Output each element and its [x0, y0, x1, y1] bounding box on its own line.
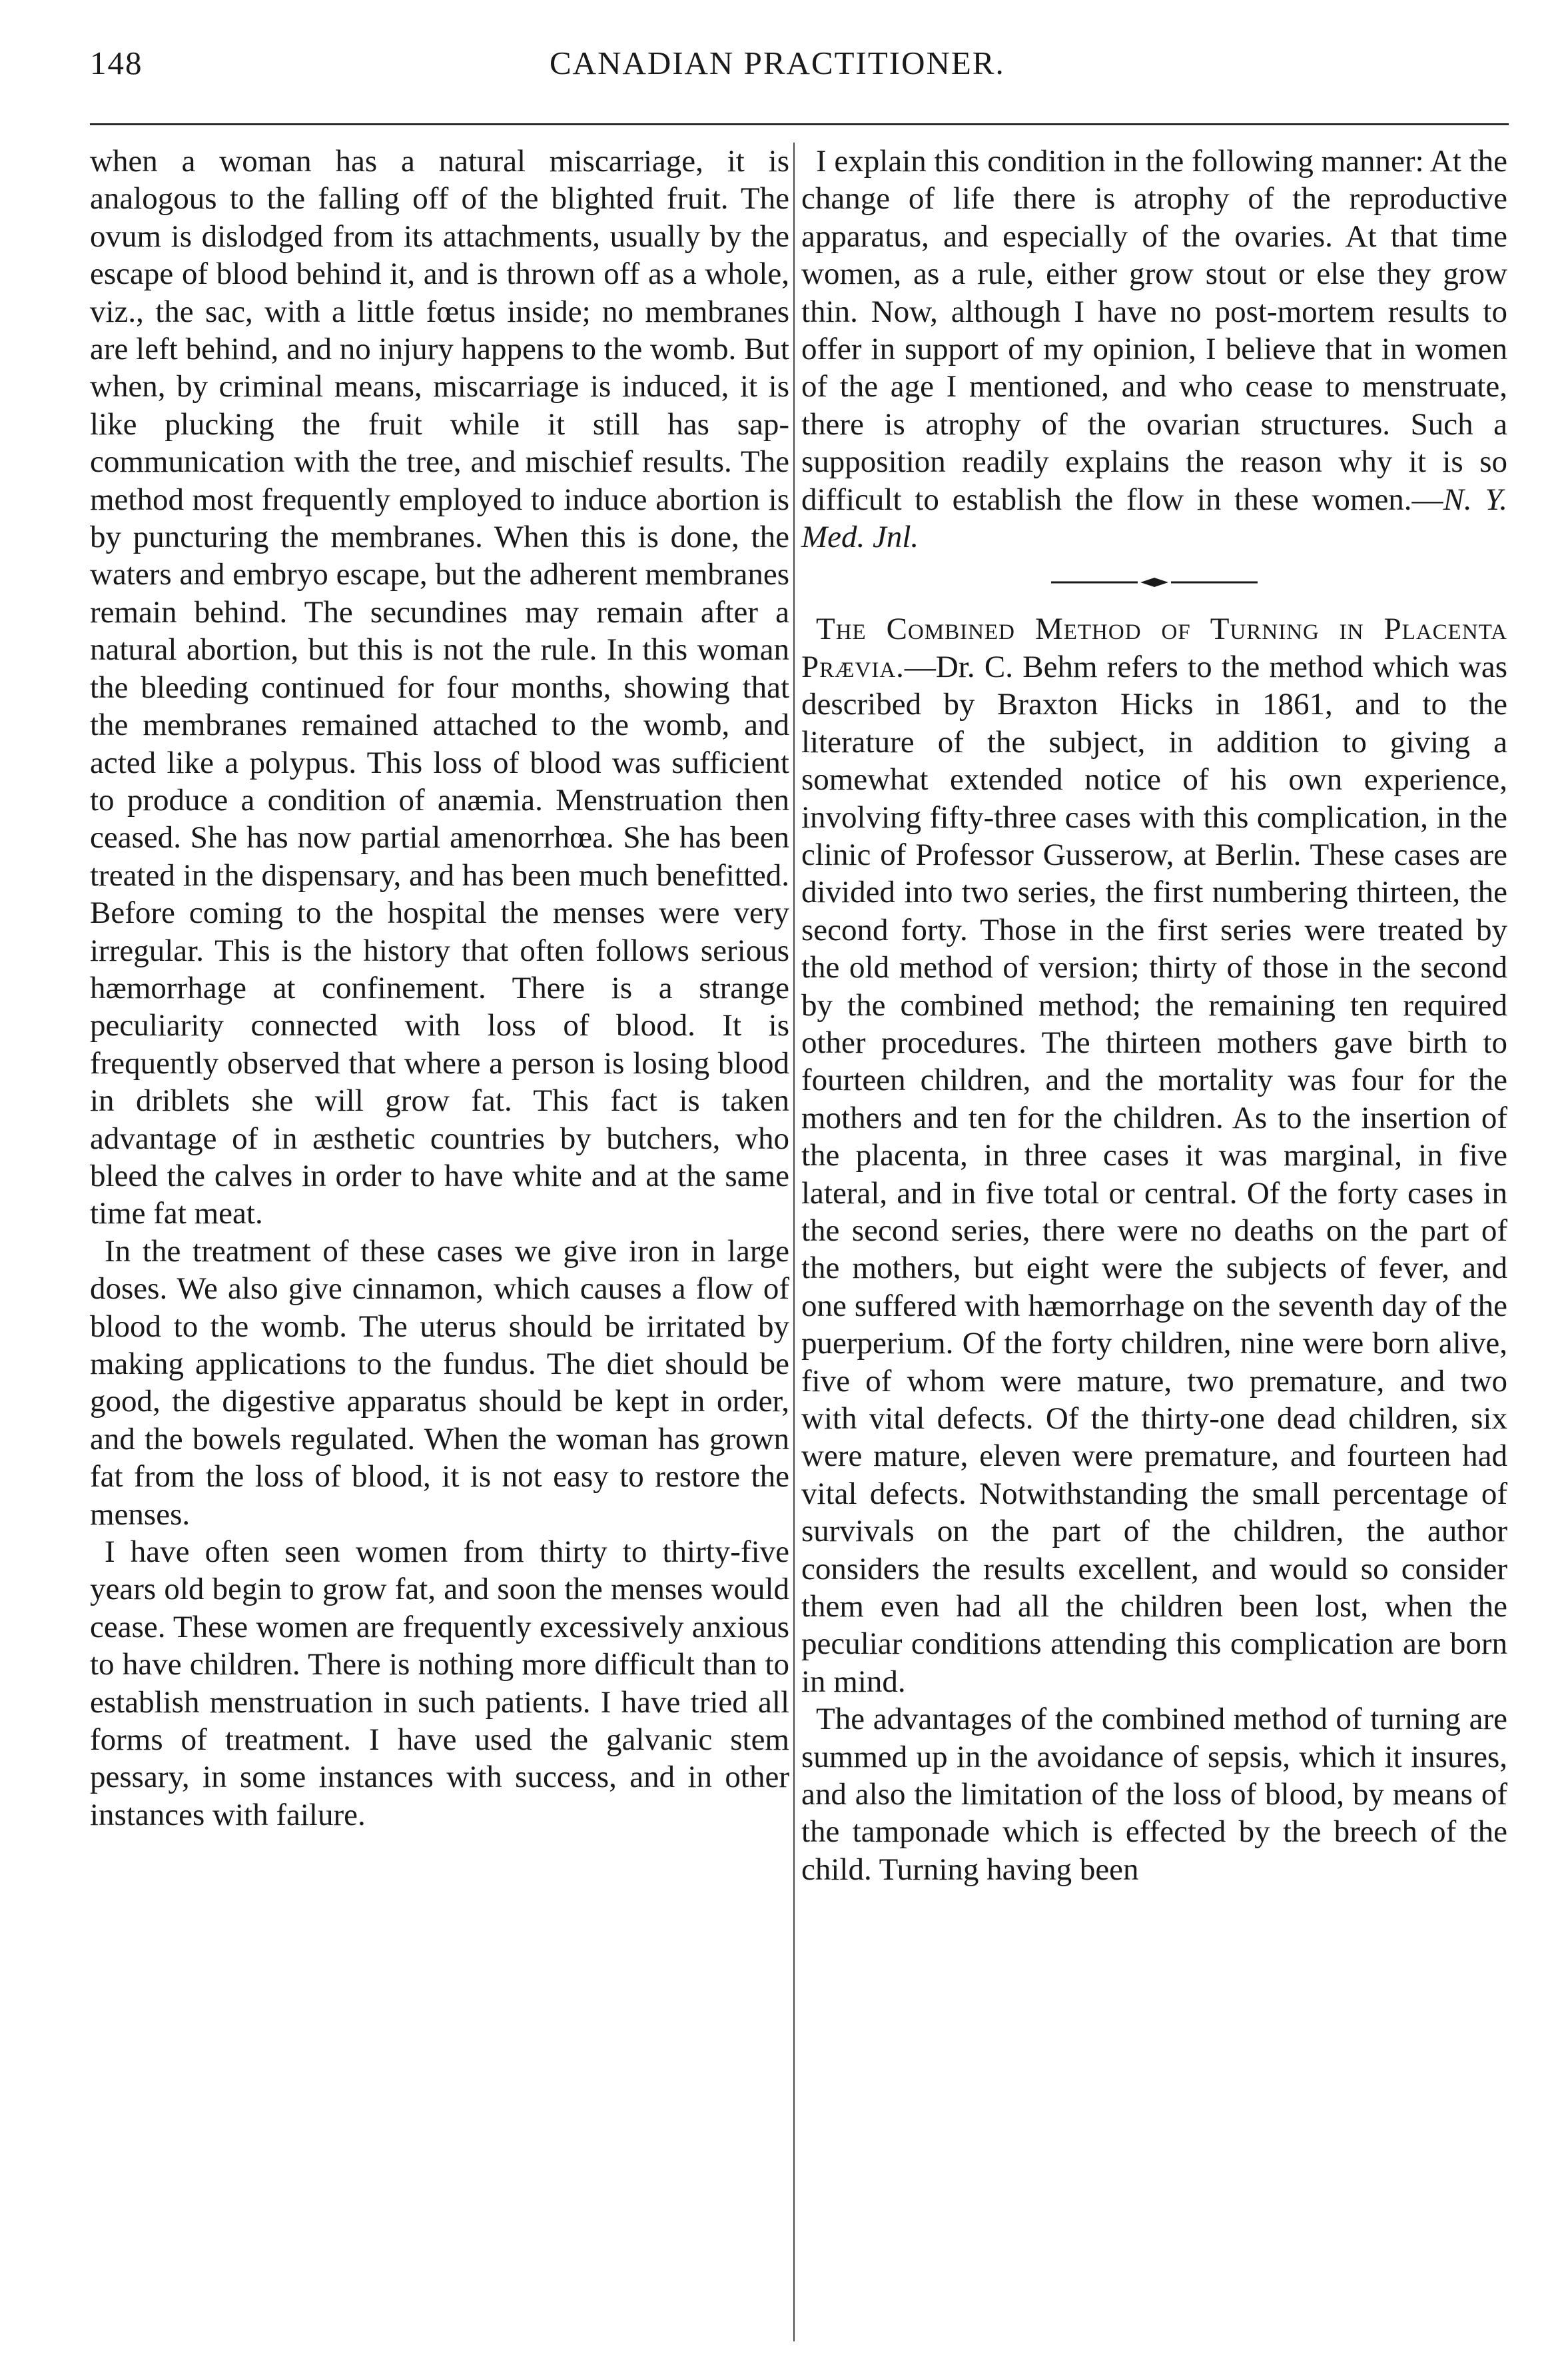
- right-column: [801, 143, 1507, 1888]
- right-paragraph-1: [801, 143, 1507, 556]
- left-paragraph-1: when a woman has a natural miscarriage, it is analogous to the falling off of the blighted fruit. The ovum is dislodged from its attachments, usually by the escape of blood behind it, and is thrown off as a whole, viz., the sac, with a little fœtus inside; no membranes are left behind, and no injury happens to the womb. But when, by criminal means, miscarriage is induced, it is like plucking the fruit while it still has sap-communication with the tree, and mischief results. The method most frequently employed to induce abortion is by puncturing the membranes. When this is done, the waters and embryo escape, but the adherent membranes remain behind. The secundines may remain after a natural abortion, but this is not the rule. In this woman the bleeding continued for four months, showing that the membranes remained attached to the womb, and acted like a polypus. This loss of blood was sufficient to produce a condition of anæmia. Menstruation then ceased. She has now partial amenorrhœa. She has been treated in the dispensary, and has been much benefitted. Before coming to the hospital the menses were very irregular. This is the history that often follows serious hæmorrhage at confinement. There is a strange peculiarity connected with loss of blood. It is frequently observed that where a person is losing blood in driblets she will grow fat. This fact is taken advantage of in æsthetic countries by butchers, who bleed the calves in order to have white and at the same time fat meat.: [90, 144, 789, 1231]
- left-column: [90, 143, 789, 1834]
- section-divider-ornament-icon: [801, 564, 1507, 601]
- citation-source: N. Y. Med. Jnl.: [801, 482, 1507, 555]
- article-body: —Dr. C. Behm refers to the method which was described by Braxton Hicks in 1861, and to the literature of the subject, in addition to giving a somewhat extended notice of his own experience, involving fifty-three cases with this complication, in the clinic of Professor Gusserow, at Berlin. These cases are divided into two series, the first numbering thirteen, the second forty. Those in the first series were treated by the old method of version; thirty of those in the second by the combined method; the remaining ten required other procedures. The thirteen mothers gave birth to fourteen children, and the mortality was four for the mothers and ten for the children. As to the insertion of the placenta, in three cases it was marginal, in five lateral, and in five total or central. Of the forty cases in the second series, there were no deaths on the part of the mothers, but eight were the subjects of fever, and one suffered with hæmorrhage on the seventh day of the puerperium. Of the forty children, nine were born alive, five of whom were mature, two premature, and two with vital defects. Of the thirty-one dead children, six were mature, eleven were premature, and fourteen had vital defects. Notwithstanding the small percentage of survivals on the part of the children, the author considers the results excellent, and would so consider them even had all the children been lost, when the peculiar conditions attending this complication are born in mind.: [801, 649, 1507, 1699]
- right-paragraph-1-text: I explain this condition in the following manner: At the change of life there is atrophy of the reproductive apparatus, and especially of the ovaries. At that time women, as a rule, either grow stout or else they grow thin. Now, although I have no post-mortem results to offer in support of my opinion, I believe that in women of the age I mentioned, and who cease to menstruate, there is atrophy of the ovarian structures. Such a supposition readily explains the reason why it is so difficult to establish the flow in these women.—: [801, 144, 1507, 517]
- running-title: CANADIAN PRACTITIONER.: [550, 45, 1005, 81]
- left-paragraph-3: I have often seen women from thirty to thirty-five years old begin to grow fat, and soon the menses would cease. These women are frequently excessively anxious to have children. There is nothing more difficult than to establish menstruation in such patients. I have tried all forms of treatment. I have used the galvanic stem pessary, in some instances with success, and in other instances with failure.: [90, 1534, 789, 1832]
- page-header: [90, 44, 1509, 97]
- header-rule: [90, 123, 1509, 125]
- column-rule: [793, 143, 795, 2341]
- right-paragraph-3: The advantages of the combined method of turning are summed up in the avoidance of sepsis, which it insures, and also the limitation of the loss of blood, by means of the tamponade which is effected by the breech of the child. Turning having been: [801, 1702, 1507, 1887]
- page-number: 148: [90, 45, 143, 81]
- article-title: The Combined Method of Turning in Placenta Prævia.: [801, 612, 1507, 684]
- article-paragraph: [801, 610, 1507, 1700]
- left-paragraph-2: In the treatment of these cases we give iron in large doses. We also give cinnamon, which causes a flow of blood to the womb. The uterus should be irritated by making applications to the fundus. The diet should be good, the digestive apparatus should be kept in order, and the bowels regulated. When the woman has grown fat from the loss of blood, it is not easy to restore the menses.: [90, 1233, 789, 1532]
